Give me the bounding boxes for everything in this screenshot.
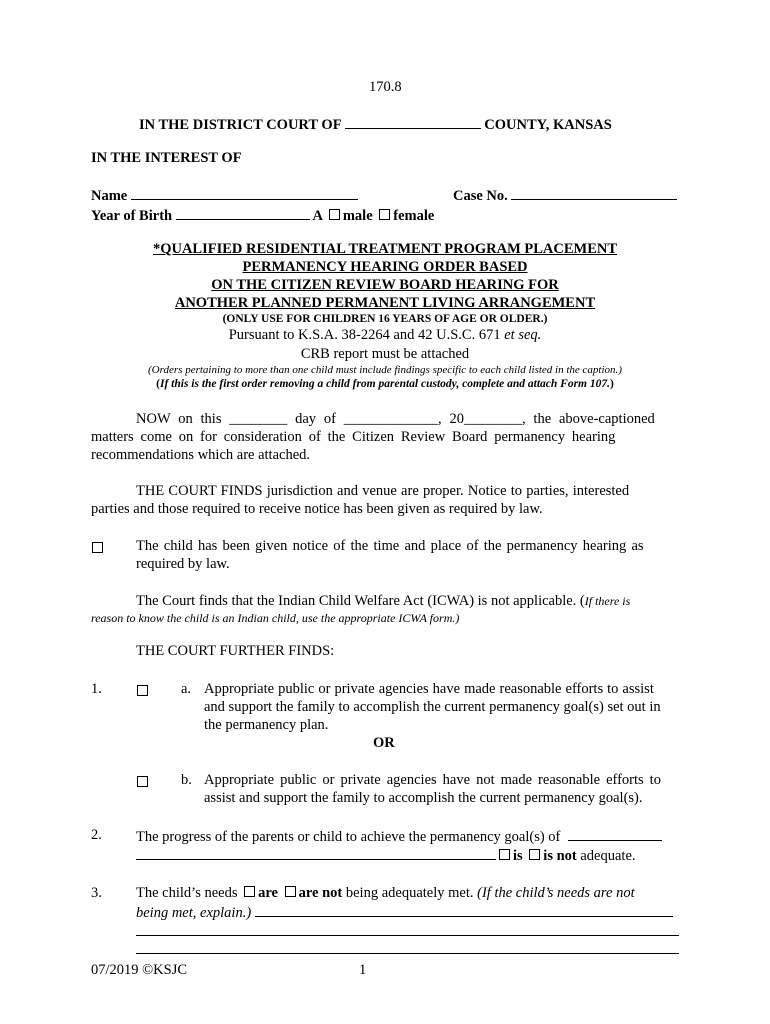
court-prefix: IN THE DISTRICT COURT OF: [139, 117, 342, 133]
title-line4: ANOTHER PLANNED PERMANENT LIVING ARRANGEMENT: [174, 295, 596, 311]
crb-line: CRB report must be attached: [300, 346, 470, 362]
child-notice-checkbox[interactable]: [92, 542, 103, 553]
item1b-line2: assist and support the family to accomplish the current permanency goal(s).: [204, 790, 643, 806]
item1-number: 1.: [91, 681, 102, 697]
item1b-line1: Appropriate public or private agencies have not made reasonable efforts to: [204, 772, 661, 788]
county-blank[interactable]: [345, 115, 481, 129]
item1a-label: a.: [181, 681, 192, 697]
item1a-checkbox[interactable]: [137, 685, 148, 696]
item2-line1: The progress of the parents or child to achieve the permanency goal(s) of: [136, 827, 662, 846]
footer-date: 07/2019 ©KSJC: [91, 962, 188, 978]
needs-explain-field[interactable]: [255, 903, 673, 917]
item3-line1: The child’s needs are are not being adequately met. (If the child’s needs are not: [136, 885, 635, 901]
female-checkbox[interactable]: [379, 209, 390, 220]
yob-field[interactable]: [176, 206, 310, 220]
name-label: Name: [91, 188, 128, 204]
now-line2: matters come on for consideration of the Citizen Review Board permanency hearing: [91, 429, 616, 445]
title-line1: *QUALIFIED RESIDENTIAL TREATMENT PROGRAM PLACEMENT: [152, 241, 618, 257]
item1a-line3: the permanency plan.: [204, 717, 329, 733]
item3-line2: being met, explain.): [136, 903, 673, 922]
case-label: Case No.: [453, 188, 508, 204]
needs-are-checkbox[interactable]: [244, 886, 255, 897]
name-field[interactable]: [131, 186, 358, 200]
is-checkbox[interactable]: [499, 849, 510, 860]
further-finds-heading: THE COURT FURTHER FINDS:: [136, 643, 335, 659]
court-line: [139, 115, 612, 134]
male-checkbox[interactable]: [329, 209, 340, 220]
permanency-goal-field[interactable]: [568, 827, 662, 841]
title-line3: ON THE CITIZEN REVIEW BOARD HEARING FOR: [211, 277, 559, 293]
orders-note: (Orders pertaining to more than one child must include findings specific to each child listed in the caption.): [148, 364, 622, 376]
item3-number: 3.: [91, 885, 102, 901]
name-row: [91, 186, 358, 205]
icwa-line2: reason to know the child is an Indian child, use the appropriate ICWA form.): [91, 611, 460, 625]
court-finds-line2: parties and those required to receive notice has been given as required by law.: [91, 501, 543, 517]
female-label: female: [393, 208, 435, 224]
item1b-checkbox[interactable]: [137, 776, 148, 787]
title-line2: PERMANENCY HEARING ORDER BASED: [242, 259, 528, 275]
pursuant-text: Pursuant to K.S.A. 38-2264 and 42 U.S.C. 671: [228, 327, 501, 343]
needs-are-not-checkbox[interactable]: [285, 886, 296, 897]
yob-row: [91, 206, 434, 225]
needs-explain-line-2[interactable]: [136, 935, 679, 936]
form-number: 170.8: [369, 79, 402, 95]
court-finds-line1: THE COURT FINDS jurisdiction and venue are proper. Notice to parties, interested: [136, 483, 630, 499]
is-not-checkbox[interactable]: [529, 849, 540, 860]
court-suffix: COUNTY, KANSAS: [484, 117, 612, 133]
case-number-field[interactable]: [511, 186, 677, 200]
page-number: 1: [359, 962, 367, 978]
item2-number: 2.: [91, 827, 102, 843]
case-row: [453, 186, 677, 205]
a-label: A: [312, 208, 323, 224]
now-line1: NOW on this ________ day of _____________, 20________, the above-captioned: [136, 411, 655, 427]
needs-explain-line-3[interactable]: [136, 953, 679, 954]
pursuant-line: [0, 327, 770, 344]
child-notice-line1: The child has been given notice of the time and place of the permanency hearing as: [136, 538, 644, 554]
item1a-line1: Appropriate public or private agencies have made reasonable efforts to assist: [204, 681, 654, 697]
interest-of-heading: IN THE INTEREST OF: [91, 150, 242, 166]
item2-line2: is is not adequate.: [136, 846, 636, 865]
icwa-line1: The Court finds that the Indian Child Welfare Act (ICWA) is not applicable. (If there is: [136, 593, 631, 609]
child-notice-line2: required by law.: [136, 556, 230, 572]
item1b-label: b.: [181, 772, 192, 788]
first-order-note: (If this is the first order removing a child from parental custody, complete and attach Form 107.): [156, 378, 614, 390]
yob-label: Year of Birth: [91, 208, 173, 224]
pursuant-et-seq: et seq.: [504, 327, 542, 343]
item1-or: OR: [373, 735, 395, 751]
title-age-note: (ONLY USE FOR CHILDREN 16 YEARS OF AGE OR OLDER.): [222, 313, 548, 325]
now-line3: recommendations which are attached.: [91, 447, 311, 463]
permanency-goal-field-2[interactable]: [136, 846, 496, 860]
male-label: male: [342, 208, 373, 224]
item1a-line2: and support the family to accomplish the current permanency goal(s) set out in: [204, 699, 661, 715]
